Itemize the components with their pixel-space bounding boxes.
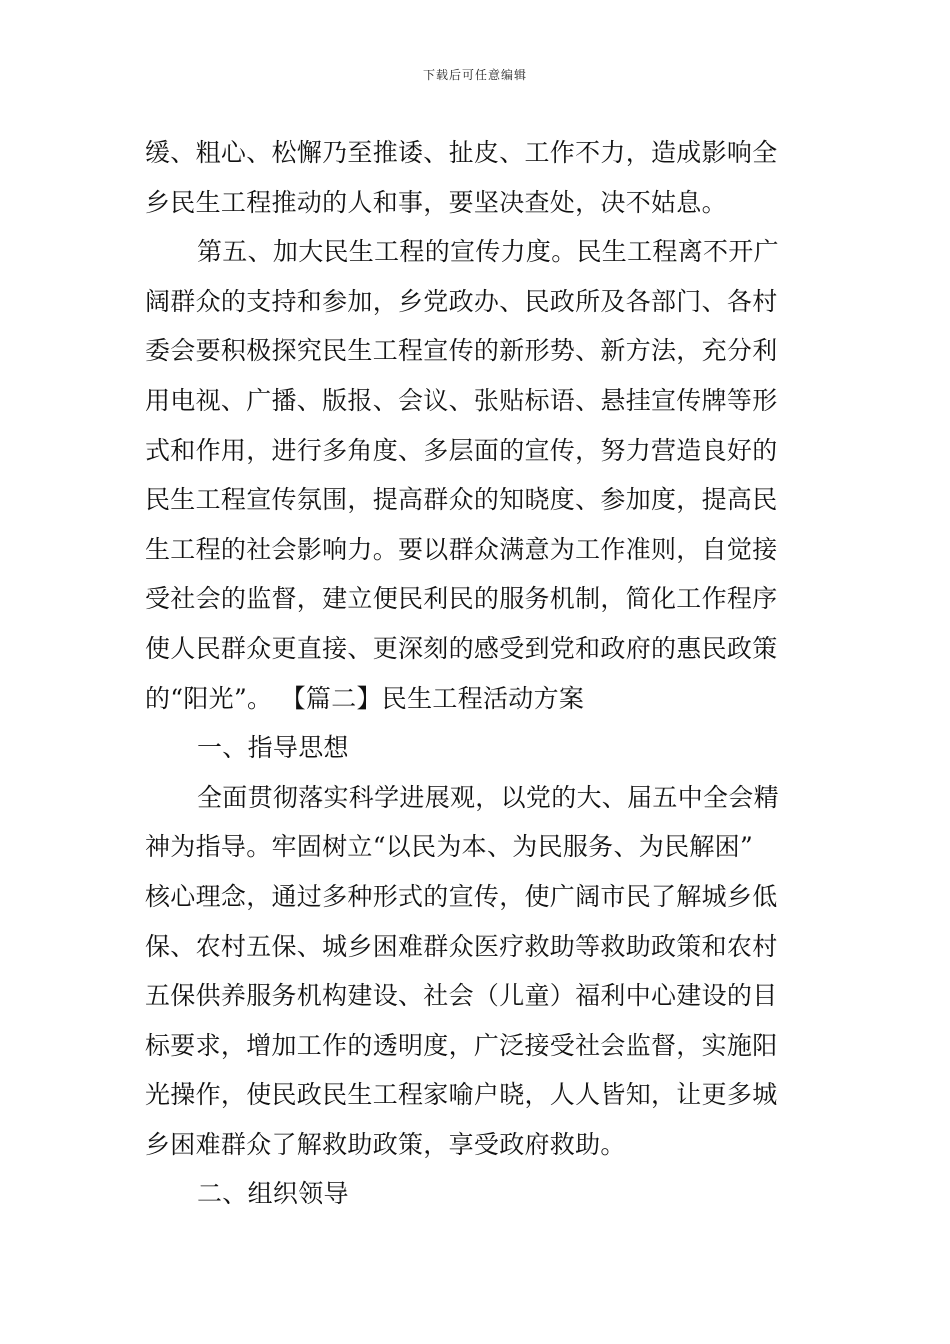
text-line: 式和作用，进行多角度、多层面的宣传，努力营造良好的 [145,435,778,465]
text-line: 民生工程宣传氛围，提高群众的知晓度、参加度，提高民 [145,485,778,515]
paragraph-start: 全面贯彻落实科学进展观，以党的大、届五中全会精 [197,782,779,812]
document-body [145,128,810,1219]
section-heading: 一、指导思想 [197,733,349,763]
section-heading: 二、组织领导 [197,1179,349,1209]
text-line: 乡困难群众了解救助政策，享受政府救助。 [145,1129,626,1159]
text-line: 用电视、广播、版报、会议、张贴标语、悬挂宣传牌等形 [145,385,778,415]
text-line: 五保供养服务机构建设、社会（儿童）福利中心建设的目 [145,981,778,1011]
text-line: 乡民生工程推动的人和事，要坚决查处，决不姑息。 [145,187,727,217]
text-line: 的“阳光”。 【篇二】民生工程活动方案 [145,683,585,713]
text-line: 使人民群众更直接、更深刻的感受到党和政府的惠民政策 [145,633,778,663]
page-header: 下载后可任意编辑 [422,68,527,82]
text-line: 生工程的社会影响力。要以群众满意为工作准则，自觉接 [145,534,778,564]
text-line: 光操作，使民政民生工程家喻户晓，人人皆知，让更多城 [145,1080,778,1110]
text-line: 标要求，增加工作的透明度，广泛接受社会监督，实施阳 [145,1030,778,1060]
text-line: 受社会的监督，建立便民利民的服务机制，简化工作程序 [145,584,778,614]
text-line: 神为指导。牢固树立“以民为本、为民服务、为民解困” [145,832,754,862]
text-line: 委会要积极探究民生工程宣传的新形势、新方法，充分利 [145,336,778,366]
text-line: 缓、粗心、松懈乃至推诿、扯皮、工作不力，造成影响全 [145,138,778,167]
text-line: 核心理念，通过多种形式的宣传，使广阔市民了解城乡低 [145,881,778,911]
text-line: 阔群众的支持和参加，乡党政办、民政所及各部门、各村 [145,286,778,316]
text-line: 保、农村五保、城乡困难群众医疗救助等救助政策和农村 [145,931,778,961]
paragraph-start: 第五、加大民生工程的宣传力度。民生工程离不开广 [197,237,779,267]
